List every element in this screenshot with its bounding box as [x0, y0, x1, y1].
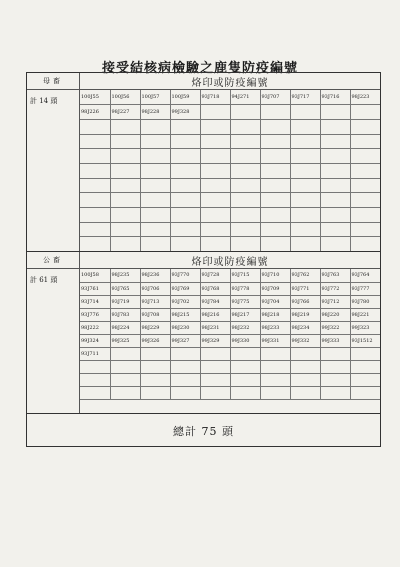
id-cell: 98J228: [140, 105, 170, 120]
id-cell: [290, 193, 320, 208]
male-id-header: 烙印或防疫編號: [80, 252, 380, 269]
id-cell: 99J333: [320, 334, 350, 347]
id-cell: [230, 193, 260, 208]
id-cell: 93J712: [320, 295, 350, 308]
id-cell: [320, 149, 350, 164]
id-cell: [320, 237, 350, 252]
id-cell: 93J709: [260, 282, 290, 295]
table-row: [80, 134, 380, 149]
id-cell: 93J1512: [350, 334, 380, 347]
id-cell: [260, 149, 290, 164]
table-row: [80, 269, 380, 282]
id-cell: [230, 208, 260, 223]
id-cell: 93J713: [140, 295, 170, 308]
id-cell: [200, 163, 230, 178]
id-cell: [140, 178, 170, 193]
id-cell: [320, 374, 350, 387]
id-cell: 100J55: [80, 90, 110, 105]
id-cell: [290, 374, 320, 387]
id-cell: 98J220: [320, 308, 350, 321]
id-cell: [110, 208, 140, 223]
id-cell: 93J776: [80, 308, 110, 321]
id-cell: 93J710: [260, 269, 290, 282]
id-cell: 93J769: [170, 282, 200, 295]
table-row: [80, 387, 380, 400]
id-cell: [200, 193, 230, 208]
id-cell: 93J717: [290, 90, 320, 105]
id-cell: [320, 105, 350, 120]
id-cell: 100J56: [110, 90, 140, 105]
id-cell: [200, 222, 230, 237]
id-cell: [170, 119, 200, 134]
table-row: [80, 208, 380, 223]
table-row: [80, 178, 380, 193]
id-cell: [350, 348, 380, 361]
id-cell: 98J218: [260, 308, 290, 321]
id-cell: 98J235: [110, 269, 140, 282]
id-cell: 93J763: [320, 269, 350, 282]
id-cell: 99J328: [170, 105, 200, 120]
id-cell: [140, 222, 170, 237]
id-cell: [350, 149, 380, 164]
id-cell: [320, 134, 350, 149]
id-cell: 99J330: [230, 334, 260, 347]
id-cell: [200, 134, 230, 149]
id-cell: [230, 163, 260, 178]
id-cell: [230, 178, 260, 193]
female-label: 母畜: [27, 73, 79, 90]
id-cell: 93J772: [320, 282, 350, 295]
table-row: [80, 361, 380, 374]
id-cell: [260, 105, 290, 120]
id-cell: [110, 119, 140, 134]
id-cell: 100J57: [140, 90, 170, 105]
id-cell: 93J719: [110, 295, 140, 308]
id-cell: 93J780: [350, 295, 380, 308]
id-cell: [350, 119, 380, 134]
id-cell: [230, 149, 260, 164]
id-cell: [140, 387, 170, 400]
id-cell: 93J771: [290, 282, 320, 295]
id-cell: 100J59: [170, 90, 200, 105]
id-cell: [140, 163, 170, 178]
id-cell: 93J718: [200, 90, 230, 105]
id-cell: [80, 222, 110, 237]
id-cell: [350, 387, 380, 400]
id-cell: 99J324: [80, 334, 110, 347]
id-cell: [230, 387, 260, 400]
id-cell: 93J783: [110, 308, 140, 321]
id-cell: [110, 134, 140, 149]
id-cell: [350, 105, 380, 120]
id-cell: [260, 374, 290, 387]
id-cell: [110, 361, 140, 374]
id-cell: [230, 222, 260, 237]
id-cell: [200, 149, 230, 164]
id-cell: [80, 361, 110, 374]
id-cell: [170, 149, 200, 164]
female-section: [27, 73, 380, 251]
table-row: [80, 374, 380, 387]
table-row: [80, 193, 380, 208]
id-cell: [140, 134, 170, 149]
id-cell: 99J327: [170, 334, 200, 347]
id-cell: 98J217: [230, 308, 260, 321]
id-cell: [170, 193, 200, 208]
table-row: [80, 321, 380, 334]
id-cell: [290, 134, 320, 149]
table-row: [80, 222, 380, 237]
id-cell: 98J215: [170, 308, 200, 321]
id-cell: 93J761: [80, 282, 110, 295]
id-cell: [260, 208, 290, 223]
id-cell: [140, 193, 170, 208]
id-cell: 98J219: [290, 308, 320, 321]
id-cell: [80, 374, 110, 387]
id-cell: [200, 361, 230, 374]
female-id-header: 烙印或防疫編號: [80, 73, 380, 90]
male-label-column: [27, 252, 80, 413]
id-cell: [260, 119, 290, 134]
id-cell: [290, 222, 320, 237]
id-cell: [110, 387, 140, 400]
id-cell: [230, 105, 260, 120]
id-cell: 100J58: [80, 269, 110, 282]
table-row: [80, 348, 380, 361]
id-cell: [80, 178, 110, 193]
id-cell: 94J271: [230, 90, 260, 105]
id-cell: 98J236: [140, 269, 170, 282]
table-row: [80, 149, 380, 164]
id-cell: [260, 193, 290, 208]
id-cell: [290, 163, 320, 178]
id-cell: 93J716: [320, 90, 350, 105]
id-cell: [140, 374, 170, 387]
id-cell: 98J230: [170, 321, 200, 334]
id-cell: [260, 387, 290, 400]
grand-total: 總計 75 頭: [27, 413, 380, 447]
id-cell: [80, 163, 110, 178]
id-cell: 93J708: [140, 308, 170, 321]
id-cell: [320, 119, 350, 134]
id-cell: [140, 348, 170, 361]
id-cell: [290, 105, 320, 120]
record-table: [26, 72, 381, 447]
id-cell: [110, 193, 140, 208]
id-cell: 98J216: [200, 308, 230, 321]
id-cell: 93J766: [290, 295, 320, 308]
id-cell: 93J711: [80, 348, 110, 361]
id-cell: [230, 361, 260, 374]
id-cell: 93J764: [350, 269, 380, 282]
id-cell: [170, 374, 200, 387]
id-cell: [230, 348, 260, 361]
id-cell: [80, 134, 110, 149]
id-cell: 99J322: [320, 321, 350, 334]
id-cell: [200, 237, 230, 252]
id-cell: [260, 361, 290, 374]
id-cell: 93J777: [350, 282, 380, 295]
id-cell: [170, 163, 200, 178]
id-cell: [290, 387, 320, 400]
id-cell: [320, 193, 350, 208]
table-row: [80, 119, 380, 134]
id-cell: 98J226: [80, 105, 110, 120]
id-cell: [170, 178, 200, 193]
page-title: 接受結核病檢驗之鹿隻防疫編號: [101, 61, 298, 76]
id-cell: [290, 361, 320, 374]
id-cell: 98J231: [200, 321, 230, 334]
id-cell: 93J762: [290, 269, 320, 282]
id-cell: [350, 208, 380, 223]
id-cell: [110, 348, 140, 361]
id-cell: [290, 119, 320, 134]
id-cell: 98J223: [350, 90, 380, 105]
id-cell: [200, 387, 230, 400]
id-cell: [110, 163, 140, 178]
female-id-grid: [80, 90, 380, 252]
id-cell: 99J326: [140, 334, 170, 347]
table-row: [80, 105, 380, 120]
male-count: 計 61 頭: [30, 276, 58, 284]
id-cell: [140, 361, 170, 374]
female-label-column: [27, 73, 80, 251]
id-cell: 93J706: [140, 282, 170, 295]
id-cell: [80, 237, 110, 252]
id-cell: [170, 222, 200, 237]
id-cell: 93J728: [200, 269, 230, 282]
female-count: 計 14 頭: [30, 97, 58, 105]
id-cell: 93J714: [80, 295, 110, 308]
id-cell: 93J775: [230, 295, 260, 308]
id-cell: [350, 178, 380, 193]
table-row: [80, 334, 380, 347]
id-cell: [170, 134, 200, 149]
id-cell: 93J778: [230, 282, 260, 295]
id-cell: 98J222: [80, 321, 110, 334]
id-cell: [110, 374, 140, 387]
id-cell: [110, 149, 140, 164]
id-cell: [320, 361, 350, 374]
table-row: [80, 90, 380, 105]
id-cell: [320, 178, 350, 193]
id-cell: [200, 374, 230, 387]
table-row: [80, 163, 380, 178]
id-cell: [80, 193, 110, 208]
id-cell: [200, 348, 230, 361]
id-cell: [350, 374, 380, 387]
id-cell: 93J765: [110, 282, 140, 295]
id-cell: 99J323: [350, 321, 380, 334]
id-cell: [170, 387, 200, 400]
id-cell: [320, 387, 350, 400]
id-cell: [110, 222, 140, 237]
id-cell: 93J702: [170, 295, 200, 308]
id-cell: [260, 237, 290, 252]
id-cell: 98J229: [140, 321, 170, 334]
id-cell: [230, 374, 260, 387]
female-id-column: [80, 73, 380, 251]
id-cell: 98J233: [260, 321, 290, 334]
id-cell: [140, 119, 170, 134]
id-cell: [320, 208, 350, 223]
id-cell: [350, 193, 380, 208]
id-cell: [290, 208, 320, 223]
id-cell: [290, 149, 320, 164]
male-id-column: [80, 252, 380, 413]
id-cell: 93J770: [170, 269, 200, 282]
id-cell: 93J784: [200, 295, 230, 308]
id-cell: [320, 222, 350, 237]
id-cell: [230, 134, 260, 149]
id-cell: 98J234: [290, 321, 320, 334]
id-cell: [260, 134, 290, 149]
id-cell: [80, 387, 110, 400]
id-cell: [170, 237, 200, 252]
id-cell: [110, 237, 140, 252]
id-cell: [170, 208, 200, 223]
id-cell: [80, 119, 110, 134]
id-cell: [170, 348, 200, 361]
id-cell: [320, 348, 350, 361]
id-cell: [350, 361, 380, 374]
id-cell: 99J329: [200, 334, 230, 347]
id-cell: [290, 348, 320, 361]
table-row: [80, 237, 380, 252]
id-cell: [230, 237, 260, 252]
table-row: [80, 295, 380, 308]
id-cell: [260, 178, 290, 193]
male-id-grid: [80, 269, 380, 400]
id-cell: [200, 119, 230, 134]
id-cell: [290, 178, 320, 193]
id-cell: [230, 119, 260, 134]
id-cell: [140, 208, 170, 223]
id-cell: [350, 163, 380, 178]
id-cell: [200, 208, 230, 223]
id-cell: [200, 105, 230, 120]
id-cell: 98J224: [110, 321, 140, 334]
id-cell: [260, 348, 290, 361]
id-cell: 98J221: [350, 308, 380, 321]
id-cell: [290, 237, 320, 252]
id-cell: 99J331: [260, 334, 290, 347]
male-label: 公畜: [27, 252, 79, 269]
id-cell: [260, 163, 290, 178]
id-cell: 93J768: [200, 282, 230, 295]
id-cell: [140, 149, 170, 164]
id-cell: [260, 222, 290, 237]
id-cell: [80, 208, 110, 223]
id-cell: 93J704: [260, 295, 290, 308]
id-cell: [200, 178, 230, 193]
id-cell: [350, 222, 380, 237]
id-cell: [170, 361, 200, 374]
male-section: [27, 251, 380, 413]
id-cell: 98J232: [230, 321, 260, 334]
id-cell: 99J325: [110, 334, 140, 347]
id-cell: 93J715: [230, 269, 260, 282]
id-cell: [140, 237, 170, 252]
id-cell: 99J332: [290, 334, 320, 347]
id-cell: 98J227: [110, 105, 140, 120]
table-row: [80, 308, 380, 321]
id-cell: 93J707: [260, 90, 290, 105]
id-cell: [350, 237, 380, 252]
id-cell: [110, 178, 140, 193]
id-cell: [320, 163, 350, 178]
id-cell: [350, 134, 380, 149]
table-row: [80, 282, 380, 295]
id-cell: [80, 149, 110, 164]
